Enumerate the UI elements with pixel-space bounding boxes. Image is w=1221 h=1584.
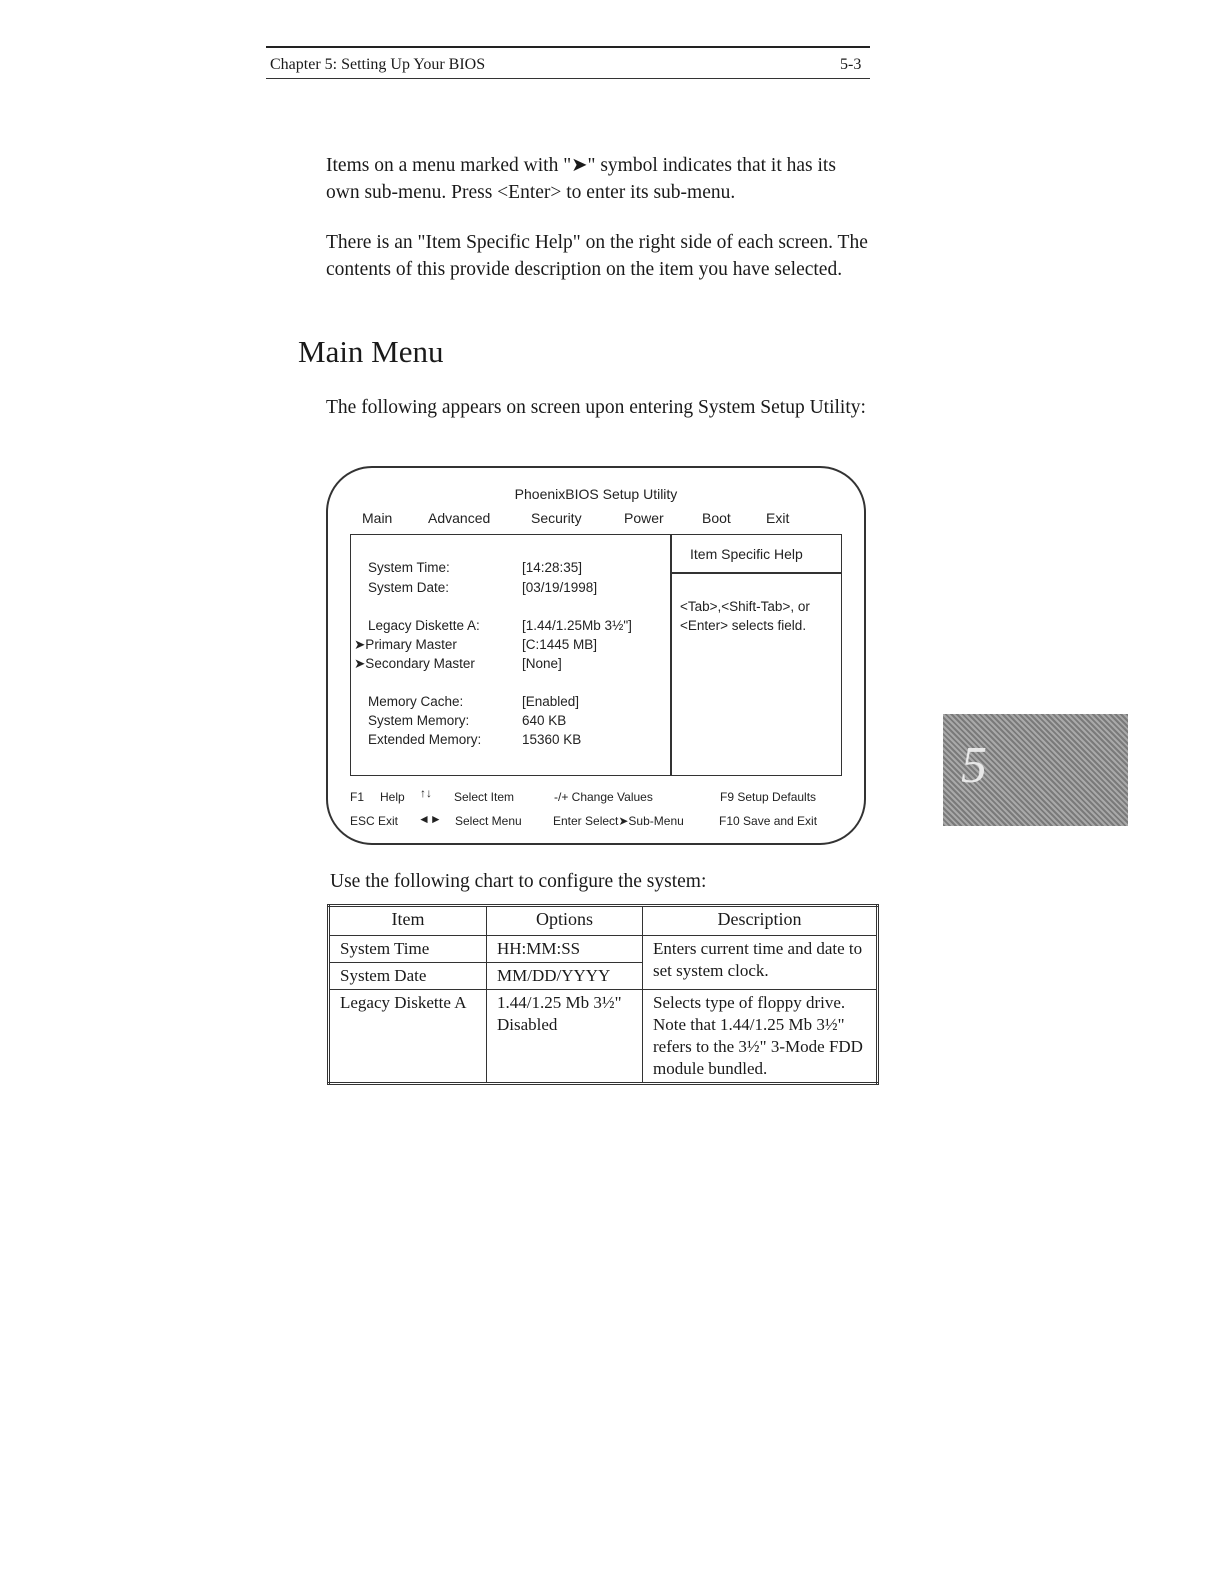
bios-menu-exit: Exit — [766, 510, 790, 526]
field-label: ➤Primary Master — [354, 637, 457, 652]
header-rule-top — [266, 46, 870, 48]
cell-description: Enters current time and date to set system clock. — [643, 936, 878, 990]
option-value: Disabled — [497, 1015, 558, 1034]
bios-menu-security: Security — [531, 510, 582, 526]
bios-screen — [326, 466, 866, 845]
field-value: [Enabled] — [522, 694, 580, 709]
field-value: [1.44/1.25Mb 3½"] — [522, 618, 632, 633]
field-value: [None] — [522, 656, 562, 671]
paragraph-chart-intro: Use the following chart to configure the system: — [330, 871, 707, 892]
field-label: ➤Secondary Master — [354, 656, 475, 671]
arrows-updown-icon: ↑↓ — [420, 786, 432, 800]
bios-menu-main: Main — [362, 510, 393, 526]
field-value: 640 KB — [522, 713, 567, 728]
config-table — [327, 904, 879, 1085]
bios-menu-power: Power — [624, 510, 664, 526]
col-header-description: Description — [643, 906, 878, 936]
footer-esc: ESC Exit — [350, 814, 399, 828]
field-label: System Time: — [368, 560, 450, 575]
field-label: System Memory: — [368, 713, 470, 728]
field-value: [03/19/1998] — [522, 580, 598, 595]
field-label: Legacy Diskette A: — [368, 618, 480, 633]
cell-options: HH:MM:SS — [487, 936, 643, 963]
page-number: 5-3 — [840, 56, 862, 73]
help-title-rule — [671, 572, 841, 574]
col-header-item: Item — [329, 906, 487, 936]
paragraph-help: There is an "Item Specific Help" on the right side of each screen. The contents of this provide description on the item you have selected. — [326, 232, 868, 280]
chapter-tab — [943, 714, 1128, 826]
help-text: <Tab>,<Shift-Tab>, or <Enter> selects field. — [680, 599, 810, 633]
cell-options — [487, 990, 643, 1084]
bios-menu-boot: Boot — [702, 510, 731, 526]
chapter-title: Chapter 5: Setting Up Your BIOS — [270, 56, 486, 73]
footer-f1: F1 — [350, 790, 365, 804]
col-header-options: Options — [487, 906, 643, 936]
header-rule-bottom — [266, 78, 870, 79]
option-value: 1.44/1.25 Mb 3½" — [497, 993, 622, 1012]
chapter-tab-number: 5 — [961, 737, 987, 794]
table-header-row — [329, 906, 878, 936]
field-label: Memory Cache: — [368, 694, 464, 709]
cell-item: System Time — [329, 936, 487, 963]
footer-enter: Enter Select➤Sub-Menu — [553, 814, 684, 828]
field-value: 15360 KB — [522, 732, 582, 747]
table-row — [329, 990, 878, 1084]
bios-menu-advanced: Advanced — [428, 510, 491, 526]
footer-change-values: -/+ Change Values — [554, 790, 653, 804]
bios-panel-divider — [670, 534, 672, 776]
cell-options: MM/DD/YYYY — [487, 963, 643, 990]
footer-select-menu: Select Menu — [455, 814, 522, 828]
footer-f9: F9 Setup Defaults — [720, 790, 817, 804]
field-label: System Date: — [368, 580, 450, 595]
section-heading: Main Menu — [298, 334, 444, 369]
bios-title: PhoenixBIOS Setup Utility — [514, 486, 678, 502]
field-value: [C:1445 MB] — [522, 637, 598, 652]
paragraph-submenu: Items on a menu marked with "➤" symbol indicates that it has its own sub-menu. Press <Enter> to enter its sub-menu. — [326, 155, 836, 203]
footer-select-item: Select Item — [454, 790, 515, 804]
help-title: Item Specific Help — [690, 546, 803, 562]
cell-description: Selects type of floppy drive. Note that 1.44/1.25 Mb 3½" refers to the 3½" 3-Mode FDD module bundled. — [643, 990, 878, 1084]
table-row — [329, 936, 878, 963]
footer-help: Help — [380, 790, 405, 804]
cell-item: Legacy Diskette A — [329, 990, 487, 1084]
footer-f10: F10 Save and Exit — [719, 814, 818, 828]
paragraph-intro: The following appears on screen upon entering System Setup Utility: — [326, 397, 866, 418]
field-value: [14:28:35] — [522, 560, 583, 575]
arrows-leftright-icon: ◄► — [418, 812, 442, 826]
cell-item: System Date — [329, 963, 487, 990]
field-label: Extended Memory: — [368, 732, 482, 747]
